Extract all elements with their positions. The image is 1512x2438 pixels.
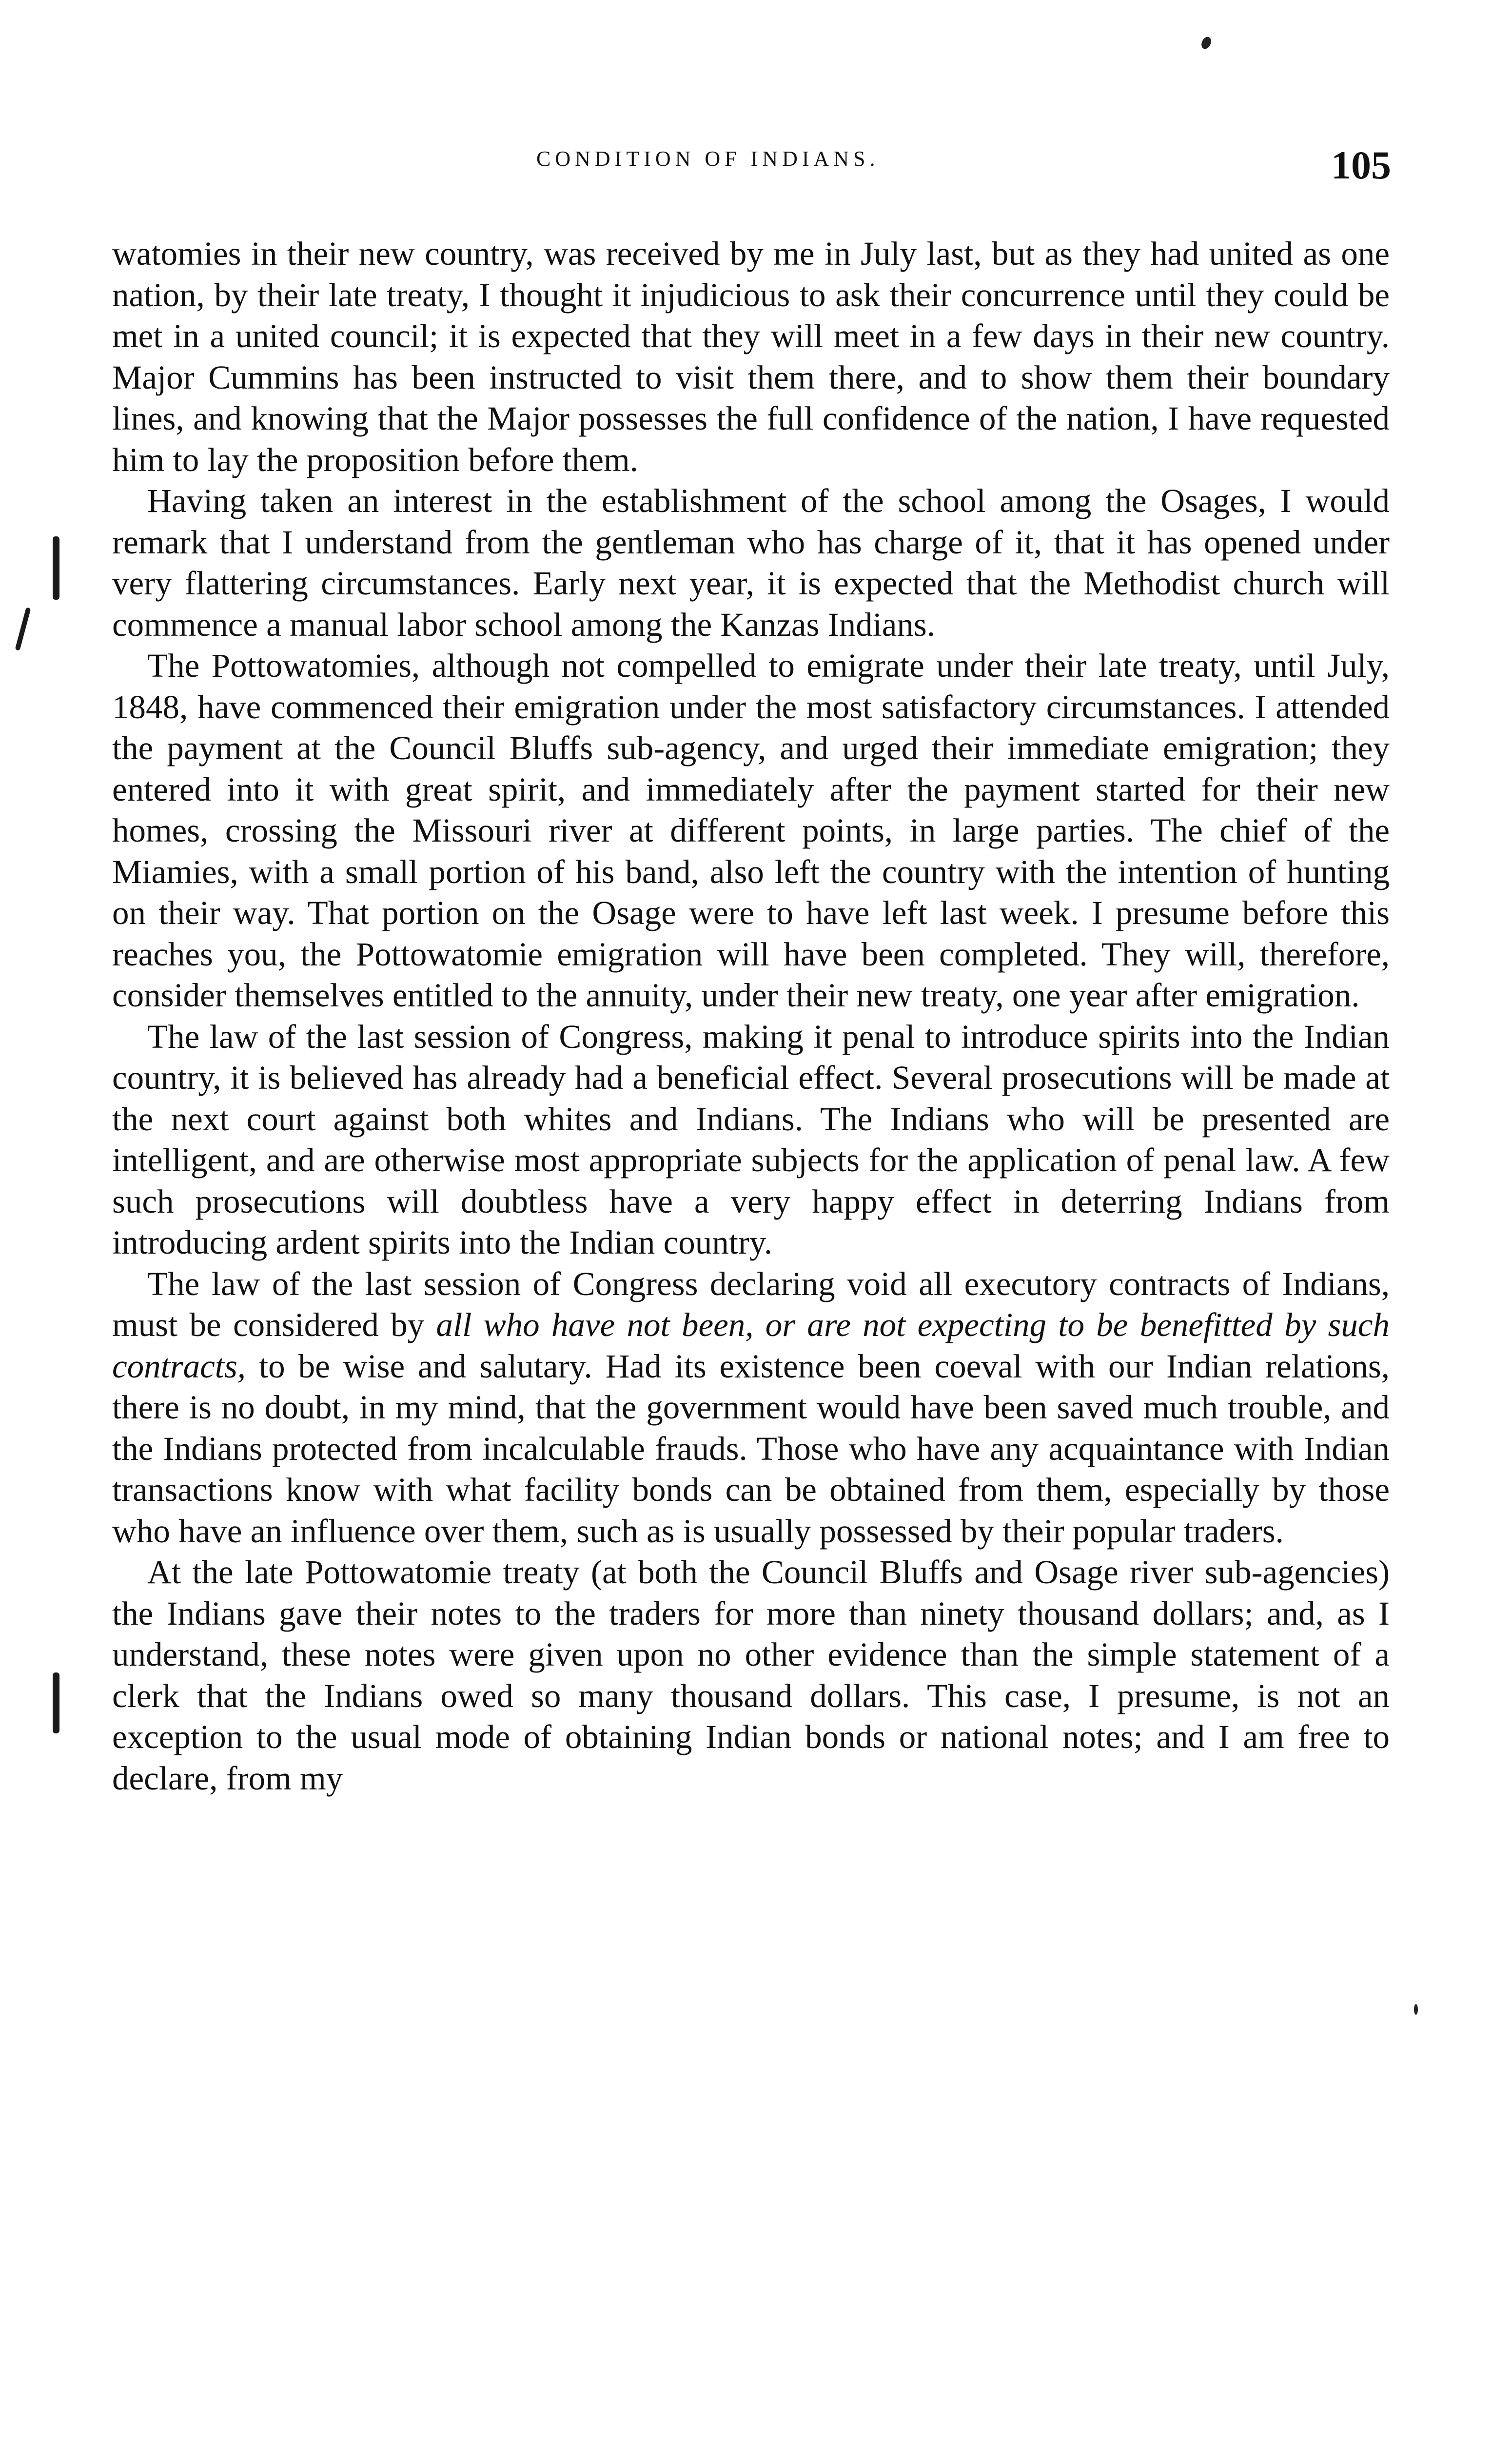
ink-speck [1414,2004,1418,2015]
paragraph [112,1263,1390,1552]
margin-ink-mark [15,607,31,651]
italic-phrase: all who have not been, or are not expecting to be benefitted by such contracts, [112,1306,1390,1385]
paragraph: At the late Pottowatomie treaty (at both the Council Bluffs and Osage river sub-agencies) the Indians gave their notes to the traders for more than ninety thousand dollars; and, as I understand, these notes were given upon no other evidence than the simple statement of a clerk that the Indians owed so many thousand dollars. This case, I presume, is not an exception to the usual mode of obtaining Indian bonds or national notes; and I am free to declare, from my [112,1553,1390,1797]
paragraph-text: to be wise and salutary. Had its existence been coeval with our Indian relations, there is no doubt, in my mind, that the government would have been saved much trouble, and the Indians protected from incalculable frauds. Those who have any acquaintance with Indian transactions know with what facility bonds can be obtained from them, especially by those who have an influence over them, such as is usually possessed by their popular traders. [112,1347,1390,1550]
body-text [112,233,1390,1799]
paragraph: watomies in their new country, was received by me in July last, but as they had united as one nation, by their late treaty, I thought it injudicious to ask their concurrence until they could be met in a united council; it is expected that they will meet in a few days in their new country. Major Cummins has been instructed to visit them there, and to show them their boundary lines, and knowing that the Major possesses the full confidence of the nation, I have requested him to lay the proposition before them. [112,235,1390,478]
running-head: CONDITION OF INDIANS. [536,147,880,171]
paragraph-text: The law of the last session of Congress declaring void all executory contracts of Indians, must be considered by [112,1265,1390,1343]
paragraph: The law of the last session of Congress, making it penal to introduce spirits into the Indian country, it is believed has already had a beneficial effect. Several prosecutions will be made at the next court against both whites and Indians. The Indians who will be presented are intelligent, and are otherwise most appropriate subjects for the application of penal law. A few such prosecutions will doubtless have a very happy effect in deterring Indians from introducing ardent spirits into the Indian country. [112,1018,1390,1261]
page-number: 105 [1331,143,1391,187]
margin-ink-mark [53,536,59,600]
paragraph: Having taken an interest in the establishment of the school among the Osages, I would remark that I understand from the gentleman who has charge of it, that it has opened under very flattering circumstances. Early next year, it is expected that the Methodist church will commence a manual labor school among the Kanzas Indians. [112,482,1390,643]
margin-ink-mark [53,1672,59,1733]
paragraph: The Pottowatomies, although not compelled to emigrate under their late treaty, until July, 1848, have commenced their emigration under the most satisfactory circumstances. I attended the payment at the Council Bluffs sub-agency, and urged their immediate emigration; they entered into it with great spirit, and immediately after the payment started for their new homes, crossing the Missouri river at different points, in large parties. The chief of the Miamies, with a small portion of his band, also left the country with the intention of hunting on their way. That portion on the Osage were to have left last week. I presume before this reaches you, the Pottowatomie emigration will have been completed. They will, therefore, consider themselves entitled to the annuity, under their new treaty, one year after emigration. [112,647,1390,1014]
ink-speck [1199,35,1213,50]
